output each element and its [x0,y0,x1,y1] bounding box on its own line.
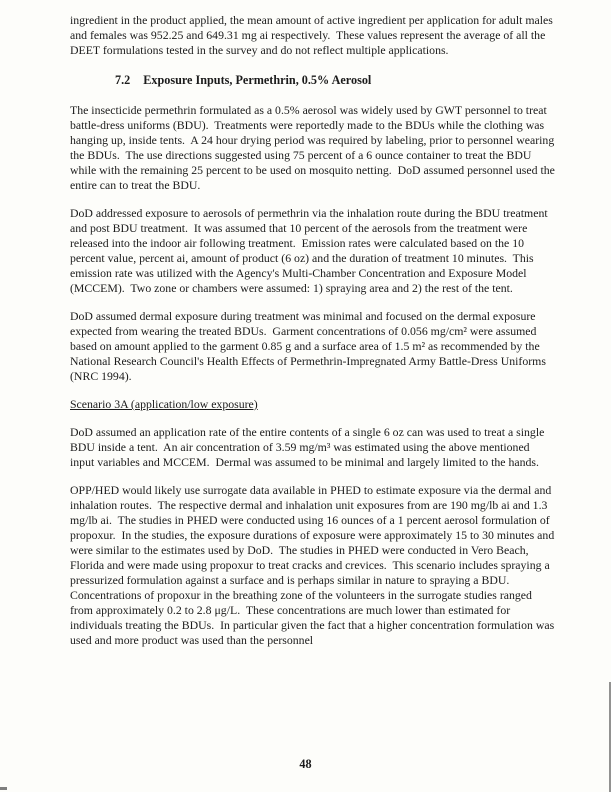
section-heading-title: Exposure Inputs, Permethrin, 0.5% Aerosol [143,73,372,87]
section-heading-number: 7.2 [115,73,131,87]
page-number: 48 [299,757,312,771]
section-heading [115,73,555,88]
scenario-heading: Scenario 3A (application/low exposure) [70,397,258,411]
section-paragraph-2: DoD addressed exposure to aerosols of permethrin via the inhalation route during the BDU treatment and post BDU treatment. It was assumed that 10 percent of the aerosols from the treatment were released into the indoor air following treatment. Emission rates were calculated based on the 10 percent value, percent ai, amount of product (6 oz) and the duration of treatment 10 minutes. This emission rate was utilized with the Agency's Multi-Chamber Concentration and Exposure Model (MCCEM). Two zone or chambers were assumed: 1) spraying area and 2) the rest of the tent. [70,206,551,295]
section-paragraph-1: The insecticide permethrin formulated as a 0.5% aerosol was widely used by GWT personnel to treat battle-dress uniforms (BDU). Treatments were reportedly made to the BDUs while the clothing was hanging up, inside tents. A 24 hour drying period was required by labeling, prior to personnel wearing the BDUs. The use directions suggested using 75 percent of a 6 ounce container to treat the BDU while with the remaining 25 percent to be used on mosquito netting. DoD assumed personnel used the entire can to treat the BDU. [70,103,558,192]
scan-corner-artifact [0,787,7,790]
scenario-paragraph-1: DoD assumed an application rate of the entire contents of a single 6 oz can was used to treat a single BDU inside a tent. An air concentration of 3.59 mg/m³ was estimated using the above mentioned input variables and MCCEM. Dermal was assumed to be minimal and largely limited to the hands. [70,425,548,469]
scenario-paragraph-2: OPP/HED would likely use surrogate data available in PHED to estimate exposure via the dermal and inhalation routes. The respective dermal and inhalation unit exposures from are 190 mg/lb ai and 1.3 mg/lb ai. The studies in PHED were conducted using 16 ounces of a 1 percent aerosol formulation of propoxur. In the studies, the exposure durations of exposure were approximately 15 to 30 minutes and were similar to the estimates used by DoD. The studies in PHED were conducted in Vero Beach, Florida and were made using propoxur to treat cracks and crevices. This scenario includes spraying a pressurized formulation against a surface and is perhaps similar in nature to spraying a BDU. Concentrations of propoxur in the breathing zone of the volunteers in the surrogate studies ranged from approximately 0.2 to 2.8 μg/L. These concentrations are much lower than estimated for individuals treating the BDUs. In particular given the fact that a higher concentration formulation was used and more product was used than the personnel [70,483,558,647]
section-paragraph-3: DoD assumed dermal exposure during treatment was minimal and focused on the dermal exposure expected from wearing the treated BDUs. Garment concentrations of 0.056 mg/cm² were assumed based on amount applied to the garment 0.85 g and a surface area of 1.5 m² as recommended by the National Research Council's Health Effects of Permethrin-Impregnated Army Battle-Dress Uniforms (NRC 1994). [70,309,549,383]
top-continuation-paragraph: ingredient in the product applied, the mean amount of active ingredient per application for adult males and females was 952.25 and 649.31 mg ai respectively. These values represent the average of all the DEET formulations tested in the survey and do not reflect multiple applications. [70,13,556,57]
